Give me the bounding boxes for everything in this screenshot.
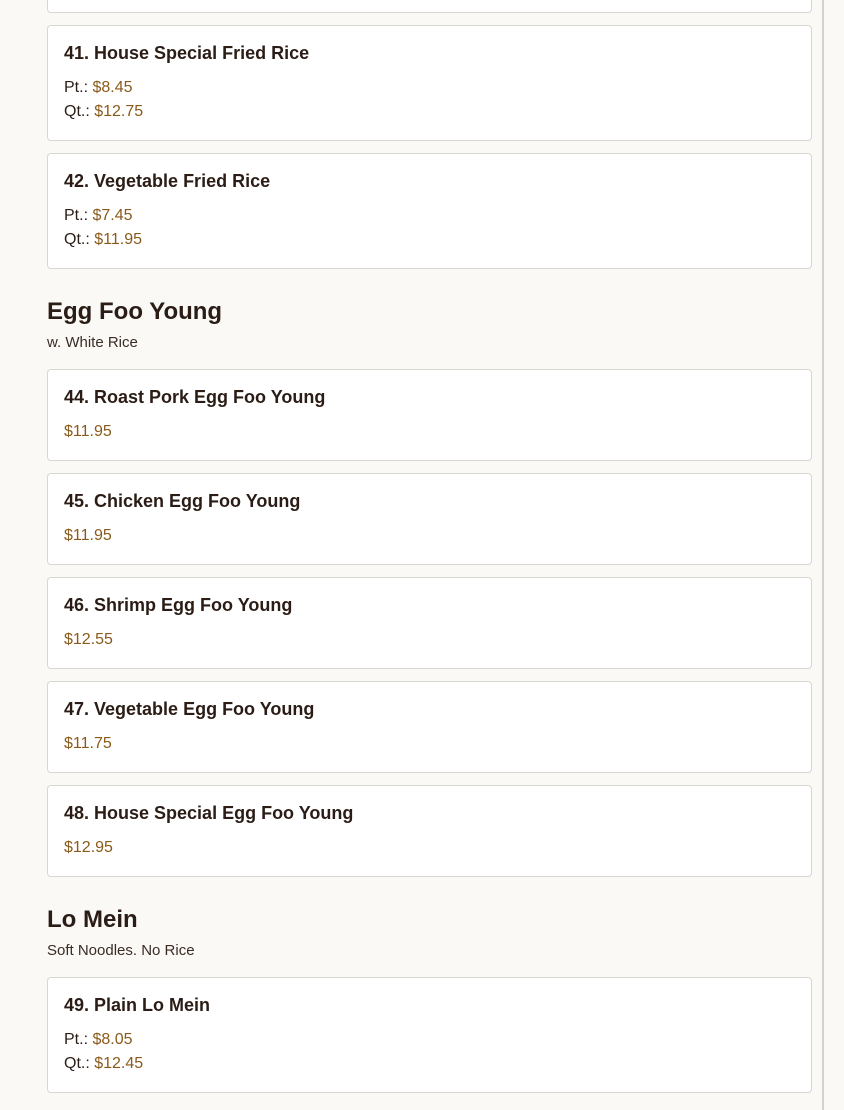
scroll-edge-divider	[822, 0, 824, 1110]
pint-price: $8.05	[92, 1031, 133, 1048]
pint-price: $8.45	[92, 79, 133, 96]
item-price: $12.55	[64, 631, 113, 648]
menu-item-card[interactable]	[47, 977, 812, 1093]
menu-item-name: 47. Vegetable Egg Foo Young	[64, 699, 315, 719]
item-price: $11.95	[64, 423, 112, 440]
menu-item-card[interactable]	[47, 577, 812, 669]
menu-item-card[interactable]	[47, 681, 812, 773]
quart-price: $12.75	[94, 103, 144, 120]
menu-item-name: 48. House Special Egg Foo Young	[64, 803, 354, 823]
menu-item-card[interactable]	[47, 25, 812, 141]
menu-content	[47, 0, 812, 1105]
price-line	[64, 732, 795, 756]
menu-item-name: 44. Roast Pork Egg Foo Young	[64, 387, 326, 407]
menu-item-card[interactable]	[47, 153, 812, 269]
pint-price: $7.45	[92, 207, 133, 224]
pint-label: Pt.:	[64, 79, 89, 96]
category-header-egg-foo-young	[47, 297, 812, 353]
item-price: $12.95	[64, 839, 113, 856]
category-description: w. White Rice	[47, 334, 138, 351]
category-title: Lo Mein	[47, 906, 138, 933]
menu-item-card[interactable]	[47, 369, 812, 461]
menu-item-name: 41. House Special Fried Rice	[64, 43, 310, 63]
pint-price-line	[64, 204, 795, 228]
quart-price: $12.45	[94, 1055, 144, 1072]
item-price: $11.95	[64, 527, 112, 544]
item-price: $11.75	[64, 735, 112, 752]
quart-price-line	[64, 228, 795, 252]
quart-label: Qt.:	[64, 103, 90, 120]
pint-price-line	[64, 76, 795, 100]
pint-label: Pt.:	[64, 1031, 89, 1048]
price-line	[64, 524, 795, 548]
menu-item-name: 46. Shrimp Egg Foo Young	[64, 595, 293, 615]
menu-item-name: 45. Chicken Egg Foo Young	[64, 491, 301, 511]
price-line	[64, 836, 795, 860]
pint-label: Pt.:	[64, 207, 89, 224]
quart-label: Qt.:	[64, 231, 90, 248]
menu-item-card[interactable]	[47, 785, 812, 877]
quart-price-line	[64, 1052, 795, 1076]
quart-price: $11.95	[94, 231, 142, 248]
price-line	[64, 628, 795, 652]
quart-price-line	[64, 100, 795, 124]
price-line	[64, 420, 795, 444]
pint-price-line	[64, 1028, 795, 1052]
category-title: Egg Foo Young	[47, 298, 223, 325]
menu-item-card[interactable]	[47, 473, 812, 565]
category-header-lo-mein	[47, 905, 812, 961]
quart-label: Qt.:	[64, 1055, 90, 1072]
category-description: Soft Noodles. No Rice	[47, 942, 195, 959]
menu-item-name: 42. Vegetable Fried Rice	[64, 171, 271, 191]
menu-item-card-partial[interactable]	[47, 0, 812, 13]
menu-item-name: 49. Plain Lo Mein	[64, 995, 211, 1015]
